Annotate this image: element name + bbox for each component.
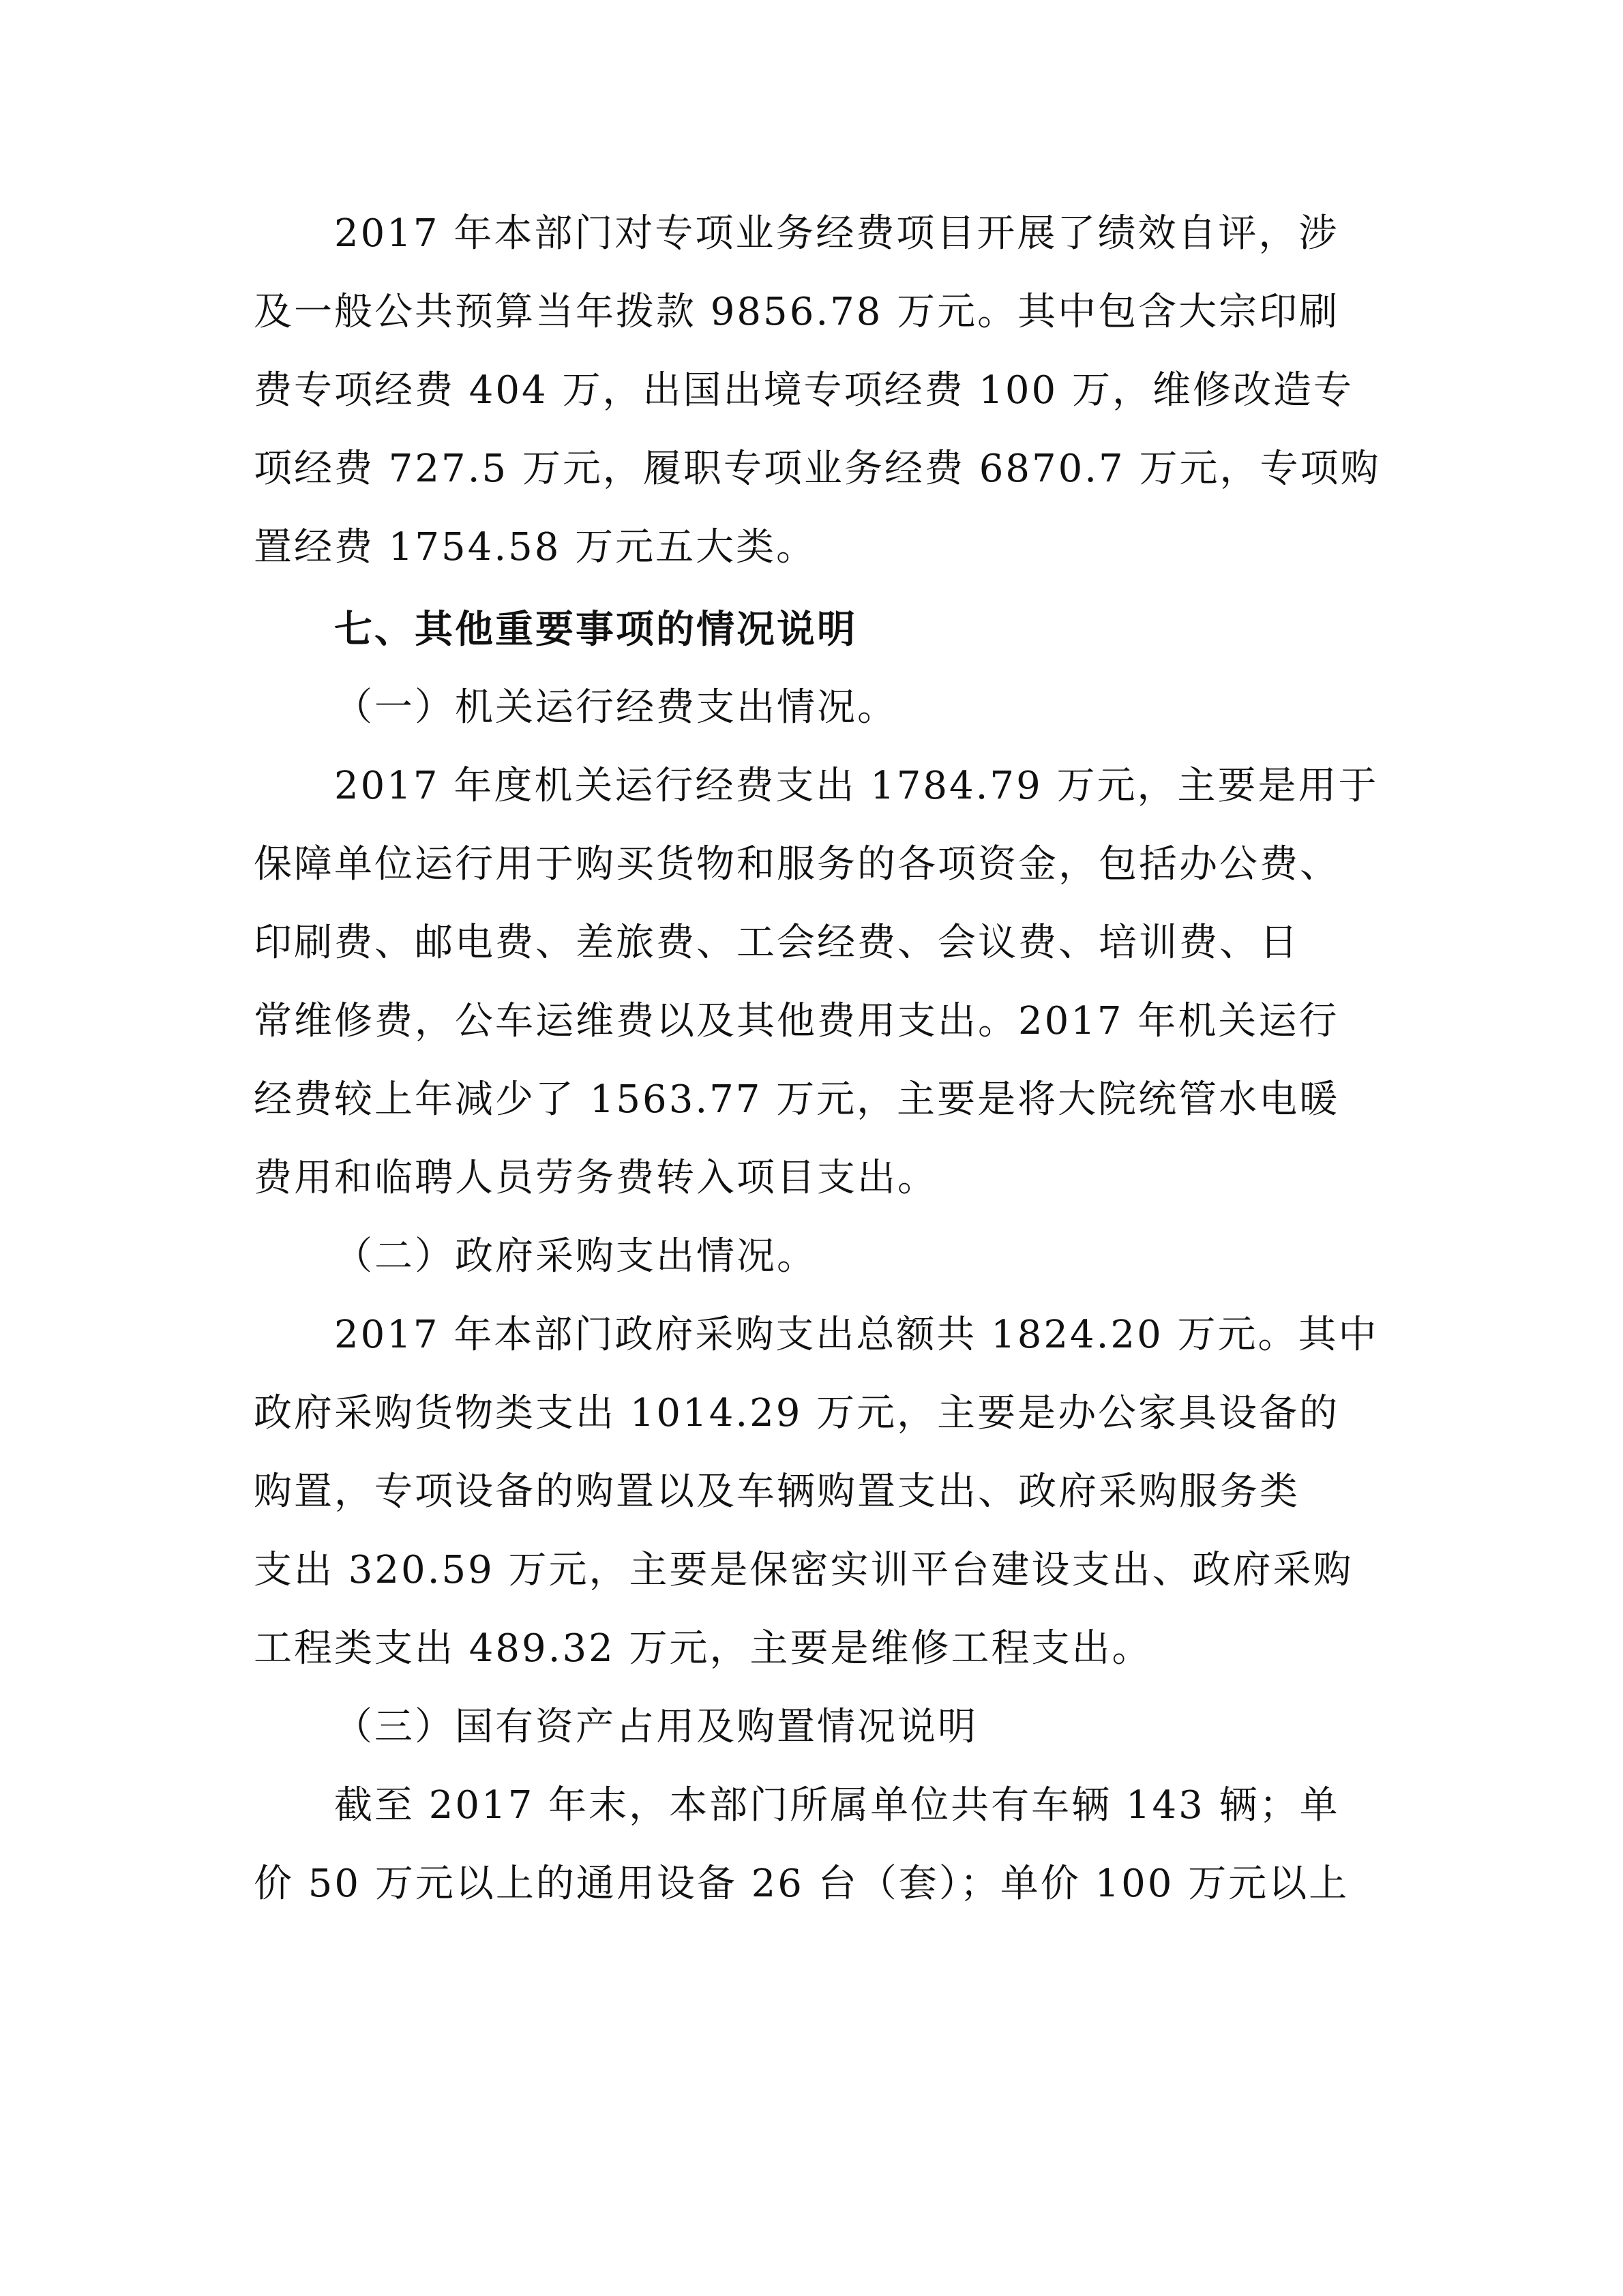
paragraph-line: 经费较上年减少了 1563.77 万元，主要是将大院统管水电暖 xyxy=(254,1077,1340,1122)
subheading-2: （二）政府采购支出情况。 xyxy=(334,1234,817,1279)
paragraph-line-procurement: 2017 年本部门政府采购支出总额共 1824.20 万元。其中 xyxy=(334,1313,1379,1357)
paragraph-line: 项经费 727.5 万元，履职专项业务经费 6870.7 万元，专项购 xyxy=(254,447,1381,491)
paragraph-line: 印刷费、邮电费、差旅费、工会经费、会议费、培训费、日 xyxy=(254,921,1300,965)
paragraph-line-performance-eval: 2017 年本部门对专项业务经费项目开展了绩效自评，涉 xyxy=(334,211,1339,256)
paragraph-line-assets: 截至 2017 年末，本部门所属单位共有车辆 143 辆；单 xyxy=(334,1783,1340,1828)
paragraph-line: 价 50 万元以上的通用设备 26 台（套）；单价 100 万元以上 xyxy=(254,1862,1350,1906)
paragraph-line: 及一般公共预算当年拨款 9856.78 万元。其中包含大宗印刷 xyxy=(254,290,1340,334)
subheading-1: （一）机关运行经费支出情况。 xyxy=(334,685,897,730)
paragraph-line-operating-expense: 2017 年度机关运行经费支出 1784.79 万元，主要是用于 xyxy=(334,764,1379,808)
paragraph-line: 工程类支出 489.32 万元，主要是维修工程支出。 xyxy=(254,1626,1152,1671)
subheading-3: （三）国有资产占用及购置情况说明 xyxy=(334,1705,978,1749)
paragraph-line: 购置，专项设备的购置以及车辆购置支出、政府采购服务类 xyxy=(254,1470,1300,1514)
paragraph-line: 常维修费，公车运维费以及其他费用支出。2017 年机关运行 xyxy=(254,999,1339,1043)
paragraph-line: 费专项经费 404 万，出国出境专项经费 100 万，维修改造专 xyxy=(254,368,1354,413)
section-heading-7: 七、其他重要事项的情况说明 xyxy=(334,607,857,652)
paragraph-line: 保障单位运行用于购买货物和服务的各项资金，包括办公费、 xyxy=(254,842,1340,886)
paragraph-line: 费用和临聘人员劳务费转入项目支出。 xyxy=(254,1156,938,1200)
paragraph-line: 置经费 1754.58 万元五大类。 xyxy=(254,525,817,569)
paragraph-line: 支出 320.59 万元，主要是保密实训平台建设支出、政府采购 xyxy=(254,1548,1354,1592)
paragraph-line: 政府采购货物类支出 1014.29 万元，主要是办公家具设备的 xyxy=(254,1391,1340,1435)
